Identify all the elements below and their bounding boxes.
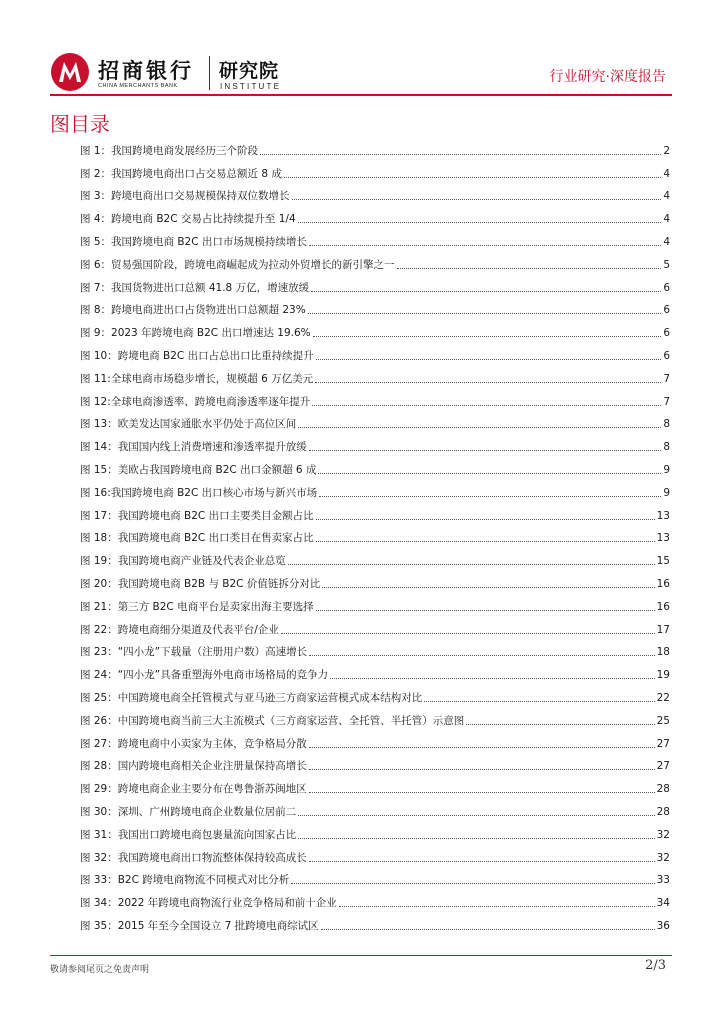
toc-entry-leader — [298, 222, 662, 223]
toc-entry-label: 图 16:我国跨境电商 B2C 出口核心市场与新兴市场 — [80, 486, 318, 499]
toc-entry-label: 图 31：我国出口跨境电商包裹量流向国家占比 — [80, 828, 297, 841]
toc-entry[interactable] — [80, 912, 670, 935]
toc-entry-leader — [321, 929, 655, 930]
toc-entry-leader — [316, 359, 662, 360]
toc-entry-leader — [309, 769, 655, 770]
toc-entry-label: 图 30：深圳、广州跨境电商企业数量位居前二 — [80, 805, 297, 818]
toc-entry-label: 图 3：跨境电商出口交易规模保持双位数增长 — [80, 190, 290, 203]
bank-name: 招商银行 — [98, 59, 194, 83]
toc-entry-leader — [322, 587, 654, 588]
toc-entry-leader — [316, 519, 655, 520]
toc-entry-page: 13 — [656, 509, 670, 522]
toc-entry-label: 图 13：欧美发达国家通胀水平仍处于高位区间 — [80, 418, 297, 431]
toc-entry[interactable] — [80, 547, 670, 570]
toc-entry-page: 36 — [656, 919, 670, 932]
toc-title: 图目录 — [50, 112, 110, 136]
toc-entry-leader — [315, 382, 661, 383]
toc-entry-leader — [260, 154, 661, 155]
toc-entry-label: 图 34：2022 年跨境电商物流行业竞争格局和前十企业 — [80, 897, 337, 910]
page-number: 2/3 — [645, 958, 666, 973]
toc-entry-label: 图 32：我国跨境电商出口物流整体保持较高成长 — [80, 851, 307, 864]
toc-entry-page: 32 — [656, 851, 670, 864]
toc-entry-leader — [298, 815, 654, 816]
toc-entry[interactable] — [80, 730, 670, 753]
toc-entry-leader — [316, 541, 655, 542]
toc-entry-leader — [308, 313, 662, 314]
toc-entry-page: 16 — [656, 577, 670, 590]
toc-entry-page: 6 — [663, 281, 670, 294]
toc-entry-label: 图 26：中国跨境电商当前三大主流模式（三方商家运营、全托管、半托管）示意图 — [80, 714, 465, 727]
toc-entry[interactable] — [80, 525, 670, 548]
toc-entry-label: 图 8：跨境电商进出口占货物进出口总额超 23% — [80, 304, 306, 317]
toc-entry-label: 图 17：我国跨境电商 B2C 出口主要类目金额占比 — [80, 509, 314, 522]
toc-entry-label: 图 4：跨境电商 B2C 交易占比持续提升至 1/4 — [80, 213, 296, 226]
toc-entry-label: 图 5：我国跨境电商 B2C 出口市场规模持续增长 — [80, 235, 307, 248]
toc-entry-label: 图 22：跨境电商细分渠道及代表平台/企业 — [80, 623, 279, 636]
toc-entry-leader — [330, 678, 655, 679]
toc-entry[interactable] — [80, 137, 670, 160]
toc-entry-label: 图 24：“四小龙”具备重塑海外电商市场格局的竞争力 — [80, 669, 329, 682]
toc-entry-leader — [424, 701, 654, 702]
toc-entry-label: 图 15：美欧占我国跨境电商 B2C 出口金额超 6 成 — [80, 463, 317, 476]
toc-entry[interactable] — [80, 570, 670, 593]
cmb-logo-icon — [50, 52, 90, 92]
toc-entry-page: 33 — [656, 874, 670, 887]
toc-entry[interactable] — [80, 319, 670, 342]
toc-entry-page: 9 — [663, 486, 670, 499]
toc-entry-page: 6 — [663, 327, 670, 340]
report-type-label: 行业研究·深度报告 — [549, 69, 666, 85]
toc-entry-label: 图 6：贸易强国阶段，跨境电商崛起成为拉动外贸增长的新引擎之一 — [80, 258, 395, 271]
toc-entry-leader — [339, 906, 655, 907]
toc-entry-leader — [313, 336, 662, 337]
toc-entry-page: 6 — [663, 349, 670, 362]
bank-name-en: CHINA MERCHANTS BANK — [98, 83, 178, 89]
toc-entry-leader — [309, 792, 655, 793]
toc-entry-leader — [309, 861, 655, 862]
toc-entry-leader — [298, 838, 654, 839]
toc-entry-label: 图 18：我国跨境电商 B2C 出口类目在售卖家占比 — [80, 532, 314, 545]
toc-entry[interactable] — [80, 388, 670, 411]
header-divider — [50, 94, 672, 96]
toc-entry[interactable] — [80, 502, 670, 525]
toc-entry-page: 27 — [656, 737, 670, 750]
toc-entry-label: 图 2：我国跨境电商出口占交易总额近 8 成 — [80, 167, 282, 180]
toc-entry[interactable] — [80, 160, 670, 183]
toc-entry-leader — [292, 199, 662, 200]
toc-entry-page: 13 — [656, 532, 670, 545]
toc-entry-leader — [466, 724, 654, 725]
toc-entry[interactable] — [80, 821, 670, 844]
toc-entry-leader — [309, 747, 655, 748]
toc-entry-label: 图 35：2015 年至今全国设立 7 批跨境电商综试区 — [80, 919, 319, 932]
toc-entry-label: 图 9：2023 年跨境电商 B2C 出口增速达 19.6% — [80, 327, 311, 340]
figure-toc-list — [80, 137, 670, 935]
institute-name: 研究院 — [219, 60, 280, 82]
toc-entry-leader — [309, 655, 655, 656]
toc-entry-leader — [309, 245, 661, 246]
toc-entry[interactable] — [80, 205, 670, 228]
toc-entry-page: 17 — [656, 623, 670, 636]
toc-entry[interactable] — [80, 433, 670, 456]
logo-divider — [209, 56, 210, 90]
toc-entry-page: 4 — [663, 235, 670, 248]
toc-entry-page: 4 — [663, 190, 670, 203]
toc-entry-label: 图 28：国内跨境电商相关企业注册量保持高增长 — [80, 760, 307, 773]
toc-entry[interactable] — [80, 707, 670, 730]
toc-entry-label: 图 10：跨境电商 B2C 出口占总出口比重持续提升 — [80, 349, 314, 362]
toc-entry-label: 图 11:全球电商市场稳步增长，规模超 6 万亿美元 — [80, 372, 314, 385]
toc-entry[interactable] — [80, 684, 670, 707]
toc-entry-label: 图 27：跨境电商中小卖家为主体，竞争格局分散 — [80, 737, 307, 750]
toc-entry[interactable] — [80, 889, 670, 912]
toc-entry-page: 27 — [656, 760, 670, 773]
toc-entry-leader — [316, 610, 655, 611]
toc-entry[interactable] — [80, 297, 670, 320]
toc-entry[interactable] — [80, 411, 670, 434]
toc-entry-label: 图 33：B2C 跨境电商物流不同模式对比分析 — [80, 874, 290, 887]
footer-disclaimer: 敬请参阅尾页之免责声明 — [50, 965, 150, 975]
toc-entry[interactable] — [80, 753, 670, 776]
toc-entry-label: 图 23：“四小龙”下载量（注册用户数）高速增长 — [80, 646, 308, 659]
toc-entry[interactable] — [80, 616, 670, 639]
toc-entry-label: 图 12:全球电商渗透率、跨境电商渗透率逐年提升 — [80, 395, 311, 408]
toc-entry[interactable] — [80, 867, 670, 890]
toc-entry-page: 22 — [656, 691, 670, 704]
toc-entry-label: 图 7：我国货物进出口总额 41.8 万亿，增速放缓 — [80, 281, 310, 294]
toc-entry[interactable] — [80, 251, 670, 274]
toc-entry-page: 7 — [663, 395, 670, 408]
toc-entry[interactable] — [80, 456, 670, 479]
toc-entry-page: 28 — [656, 805, 670, 818]
toc-entry-page: 4 — [663, 167, 670, 180]
toc-entry[interactable] — [80, 342, 670, 365]
toc-entry[interactable] — [80, 775, 670, 798]
toc-entry-leader — [397, 268, 662, 269]
toc-entry-label: 图 14：我国国内线上消费增速和渗透率提升放缓 — [80, 441, 307, 454]
footer-divider — [50, 955, 672, 956]
toc-entry-leader — [318, 473, 661, 474]
toc-entry[interactable] — [80, 228, 670, 251]
toc-entry-leader — [319, 496, 661, 497]
toc-entry[interactable] — [80, 183, 670, 206]
institute-name-en: INSTITUTE — [220, 82, 282, 91]
toc-entry-leader — [288, 564, 655, 565]
toc-entry-leader — [311, 291, 661, 292]
toc-entry-page: 28 — [656, 783, 670, 796]
toc-entry-page: 8 — [663, 418, 670, 431]
toc-entry-leader — [291, 883, 654, 884]
toc-entry-page: 4 — [663, 213, 670, 226]
toc-entry-label: 图 29：跨境电商企业主要分布在粤鲁浙苏闽地区 — [80, 783, 307, 796]
toc-entry-leader — [281, 633, 655, 634]
toc-entry-page: 15 — [656, 555, 670, 568]
toc-entry[interactable] — [80, 274, 670, 297]
toc-entry-label: 图 19：我国跨境电商产业链及代表企业总览 — [80, 555, 286, 568]
toc-entry-page: 18 — [656, 646, 670, 659]
toc-entry-page: 5 — [663, 258, 670, 271]
toc-entry-page: 32 — [656, 828, 670, 841]
toc-entry-page: 2 — [663, 144, 670, 157]
page-header — [0, 0, 724, 96]
toc-entry[interactable] — [80, 661, 670, 684]
toc-entry-page: 6 — [663, 304, 670, 317]
toc-entry[interactable] — [80, 639, 670, 662]
toc-entry-leader — [309, 450, 662, 451]
toc-entry-label: 图 25：中国跨境电商全托管模式与亚马逊三方商家运营模式成本结构对比 — [80, 691, 423, 704]
toc-entry-leader — [298, 427, 661, 428]
toc-entry[interactable] — [80, 479, 670, 502]
toc-entry-label: 图 21：第三方 B2C 电商平台是卖家出海主要选择 — [80, 600, 314, 613]
toc-entry[interactable] — [80, 365, 670, 388]
toc-entry-page: 7 — [663, 372, 670, 385]
toc-entry-leader — [284, 177, 661, 178]
toc-entry[interactable] — [80, 798, 670, 821]
toc-entry[interactable] — [80, 593, 670, 616]
toc-entry-page: 19 — [656, 669, 670, 682]
toc-entry-page: 16 — [656, 600, 670, 613]
toc-entry[interactable] — [80, 844, 670, 867]
toc-entry-label: 图 1：我国跨境电商发展经历三个阶段 — [80, 144, 259, 157]
toc-entry-page: 34 — [656, 897, 670, 910]
toc-entry-leader — [312, 405, 661, 406]
toc-entry-page: 9 — [663, 463, 670, 476]
toc-entry-label: 图 20：我国跨境电商 B2B 与 B2C 价值链拆分对比 — [80, 577, 321, 590]
toc-entry-page: 8 — [663, 441, 670, 454]
toc-entry-page: 25 — [656, 714, 670, 727]
